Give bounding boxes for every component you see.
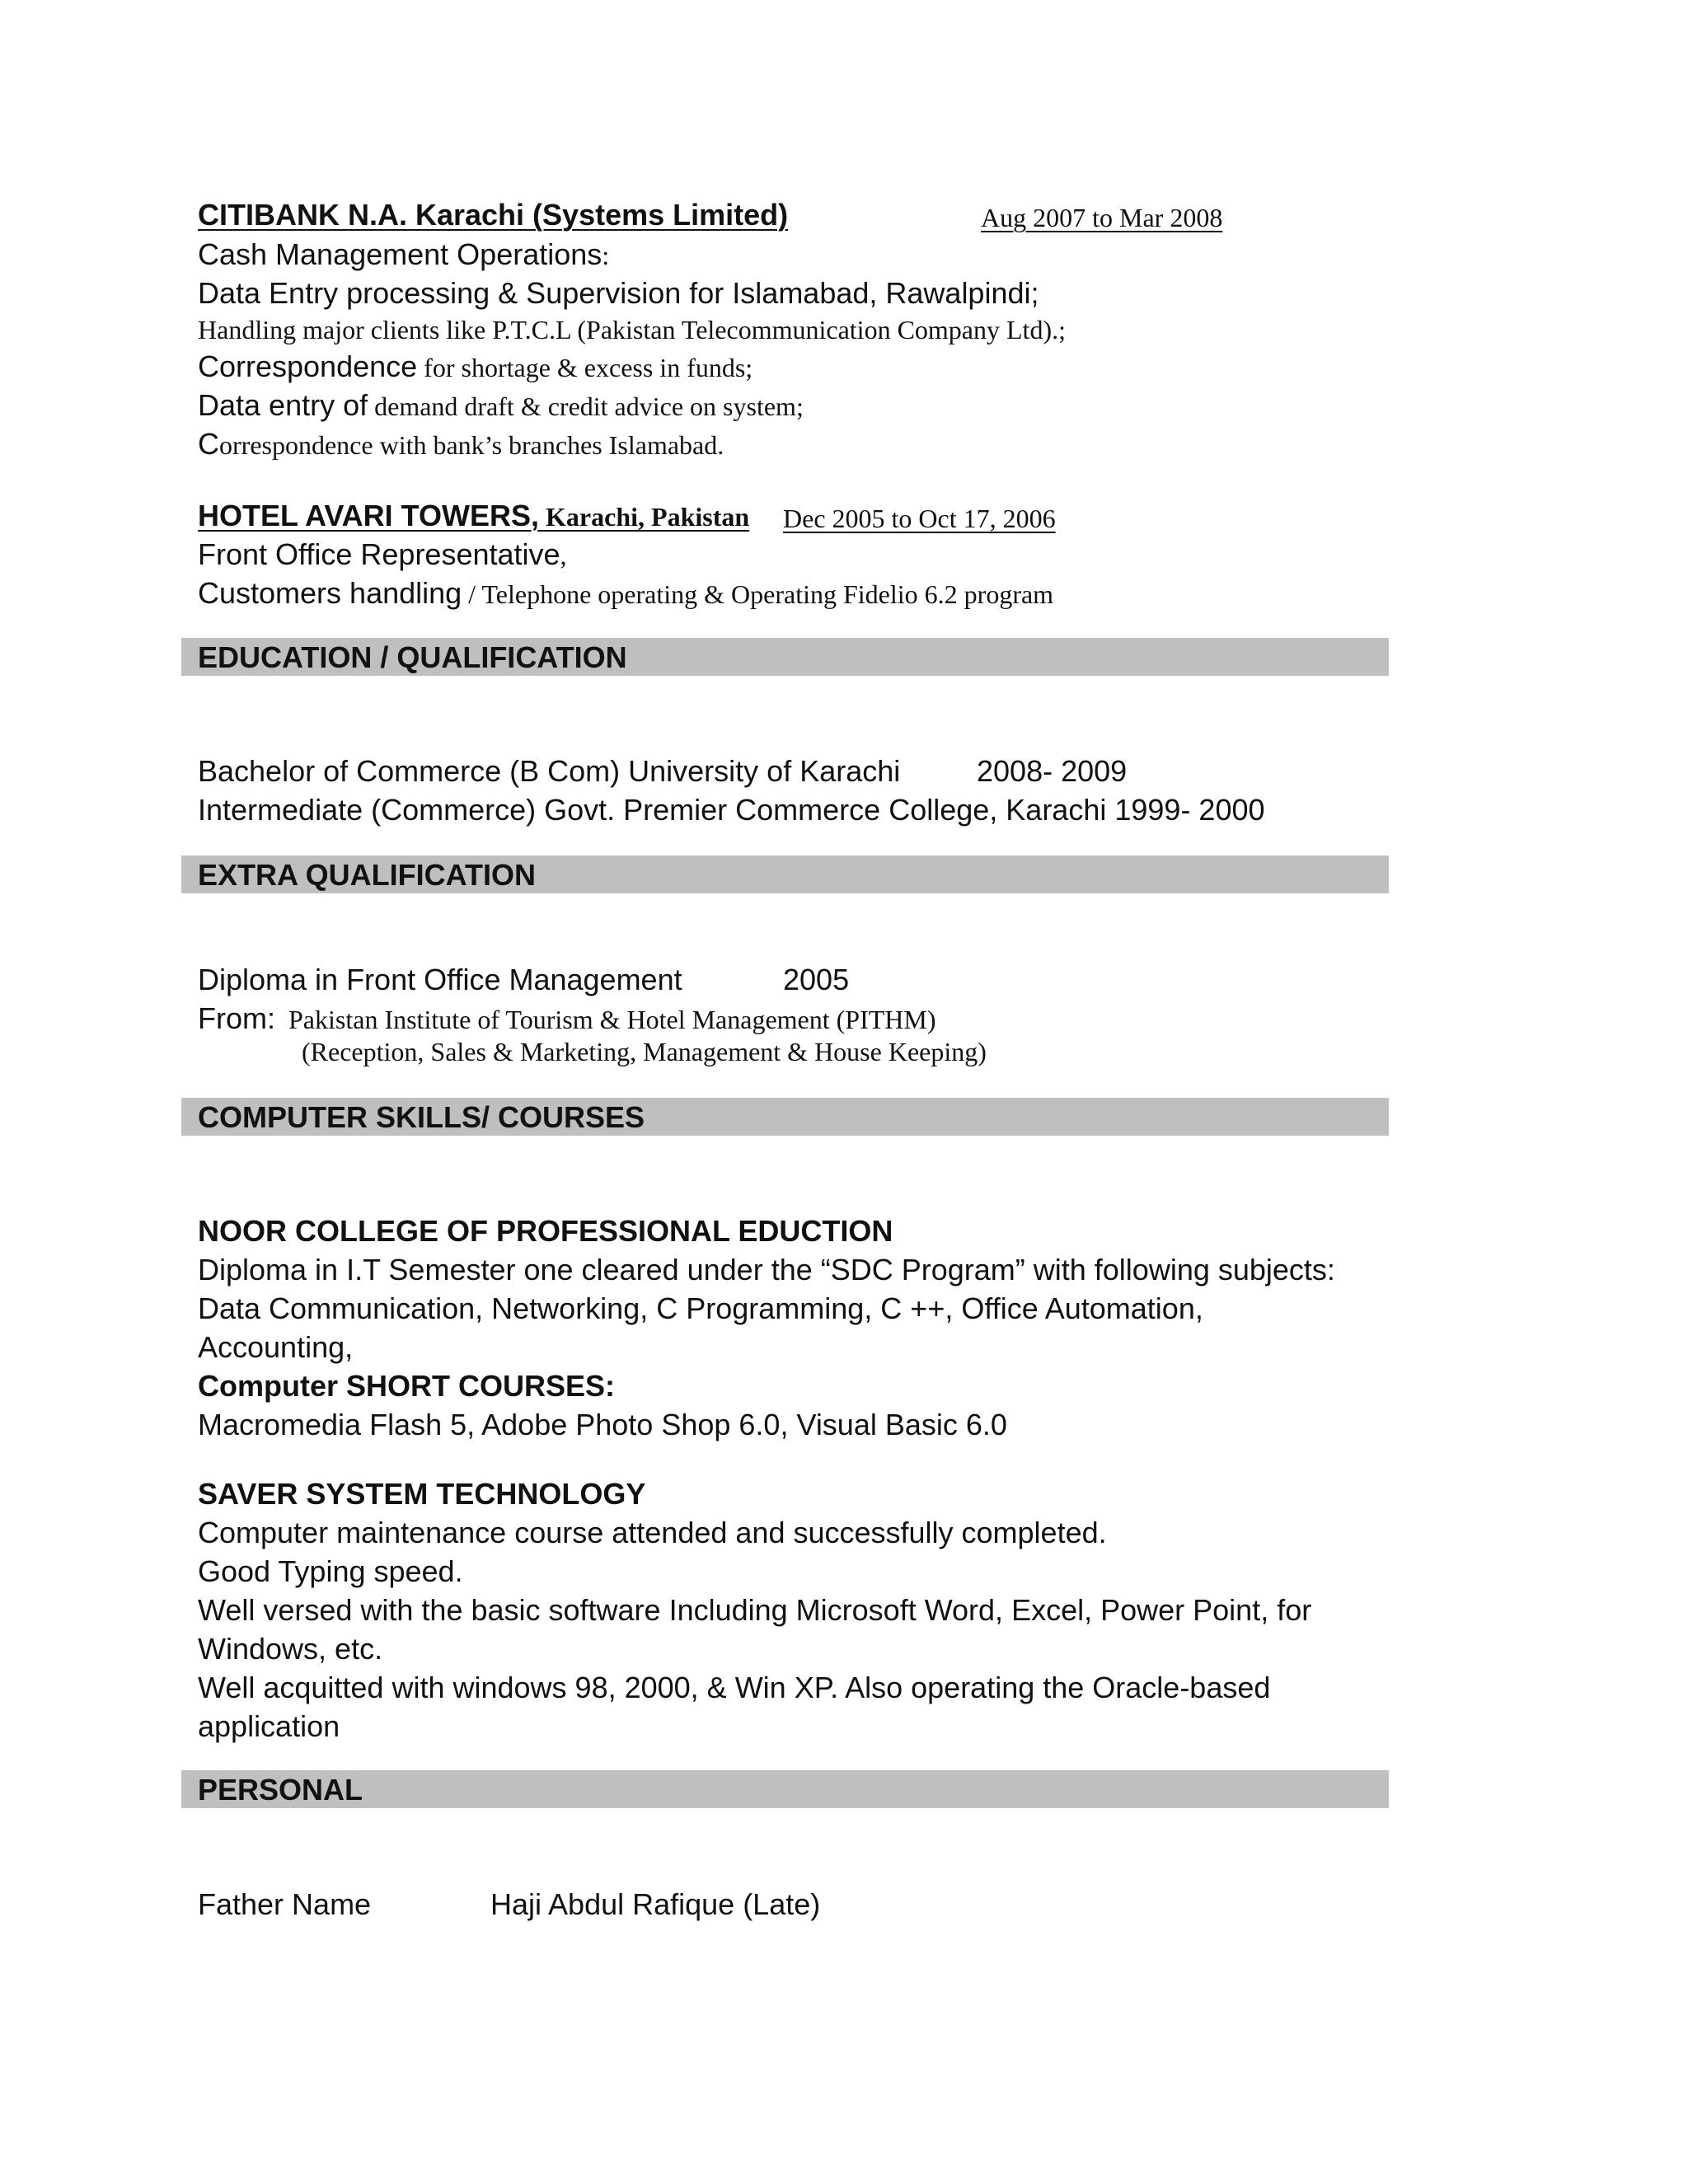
- avari-title-line: [198, 499, 749, 533]
- education-item-1-years: 2008- 2009: [977, 754, 1128, 788]
- saver-line-4: Windows, etc.: [198, 1632, 383, 1666]
- extra-heading-bar: [181, 855, 1389, 893]
- personal-heading: PERSONAL: [198, 1773, 363, 1807]
- citibank-role-colon: :: [602, 241, 610, 270]
- avari-title: HOTEL AVARI TOWERS,: [198, 499, 540, 532]
- citibank-line-3-rest: for shortage & excess in funds;: [417, 353, 753, 382]
- saver-line-3: Well versed with the basic software Including Microsoft Word, Excel, Power Point, for: [198, 1593, 1312, 1627]
- noor-line-2: Data Communication, Networking, C Programming, C ++, Office Automation,: [198, 1291, 1203, 1325]
- avari-location: Karachi, Pakistan: [539, 502, 750, 532]
- education-item-1: Bachelor of Commerce (B Com) University of Karachi: [198, 754, 901, 788]
- citibank-role: [198, 237, 609, 272]
- citibank-period: Aug 2007 to Mar 2008: [981, 203, 1223, 232]
- short-courses-title: Computer SHORT COURSES:: [198, 1369, 616, 1403]
- short-courses-line: Macromedia Flash 5, Adobe Photo Shop 6.0, Visual Basic 6.0: [198, 1408, 1007, 1441]
- citibank-line-4-lead: Data entry of: [198, 388, 368, 422]
- personal-heading-bar: [181, 1770, 1389, 1808]
- avari-role: [198, 537, 567, 572]
- citibank-title: CITIBANK N.A. Karachi (Systems Limited): [198, 198, 789, 232]
- father-label: Father Name: [198, 1887, 372, 1921]
- saver-line-6: application: [198, 1709, 340, 1743]
- saver-line-5: Well acquitted with windows 98, 2000, & Win XP. Also operating the Oracle-based: [198, 1671, 1271, 1704]
- extra-from-line: [198, 1001, 936, 1036]
- citibank-line-3: [198, 349, 753, 384]
- extra-institute: Pakistan Institute of Tourism & Hotel Management (PITHM): [288, 1005, 936, 1034]
- noor-line-3: Accounting,: [198, 1330, 354, 1364]
- noor-title: NOOR COLLEGE OF PROFESSIONAL EDUCTION: [198, 1214, 893, 1248]
- citibank-line-3-lead: Correspondence: [198, 349, 418, 383]
- education-heading: EDUCATION / QUALIFICATION: [198, 640, 627, 674]
- computer-heading: COMPUTER SKILLS/ COURSES: [198, 1100, 645, 1134]
- extra-heading: EXTRA QUALIFICATION: [198, 858, 536, 892]
- avari-period: Dec 2005 to Oct 17, 2006: [783, 504, 1056, 533]
- citibank-line-4-rest: demand draft & credit advice on system;: [368, 391, 804, 421]
- extra-year: 2005: [783, 963, 850, 996]
- avari-role-text: Front Office Representative: [198, 537, 560, 571]
- citibank-line-4: [198, 388, 804, 423]
- education-item-2: [198, 793, 1265, 827]
- citibank-line-5-lead: C: [198, 427, 219, 461]
- citibank-line-1: Data Entry processing & Supervision for Islamabad, Rawalpindi;: [198, 276, 1039, 310]
- education-heading-bar: [181, 638, 1389, 676]
- computer-heading-bar: [181, 1098, 1389, 1136]
- avari-line-1-lead: Customers handling: [198, 576, 462, 610]
- citibank-role-text: Cash Management Operations: [198, 237, 603, 271]
- citibank-line-2: Handling major clients like P.T.C.L (Pakistan Telecommunication Company Ltd).;: [198, 315, 1066, 344]
- saver-line-2: Good Typing speed.: [198, 1554, 463, 1588]
- saver-title: SAVER SYSTEM TECHNOLOGY: [198, 1477, 646, 1511]
- extra-areas: (Reception, Sales & Marketing, Management & House Keeping): [302, 1037, 987, 1066]
- citibank-line-5-rest: orrespondence with bank’s branches Islamabad.: [219, 430, 724, 460]
- saver-line-1: Computer maintenance course attended and successfully completed.: [198, 1516, 1107, 1549]
- avari-line-1: [198, 576, 1053, 611]
- father-value: Haji Abdul Rafique (Late): [490, 1887, 821, 1921]
- education-item-2-years: 1999- 2000: [1114, 793, 1265, 827]
- avari-line-1-rest: / Telephone operating & Operating Fidelio 6.2 program: [462, 579, 1054, 609]
- citibank-line-5: [198, 427, 724, 462]
- education-item-2-degree: Intermediate (Commerce) Govt. Premier Commerce College, Karachi: [198, 793, 1107, 827]
- avari-role-comma: ,: [560, 541, 567, 570]
- extra-from-label: From:: [198, 1001, 275, 1035]
- noor-line-1: Diploma in I.T Semester one cleared under the “SDC Program” with following subjects:: [198, 1253, 1335, 1286]
- extra-diploma: Diploma in Front Office Management: [198, 963, 682, 996]
